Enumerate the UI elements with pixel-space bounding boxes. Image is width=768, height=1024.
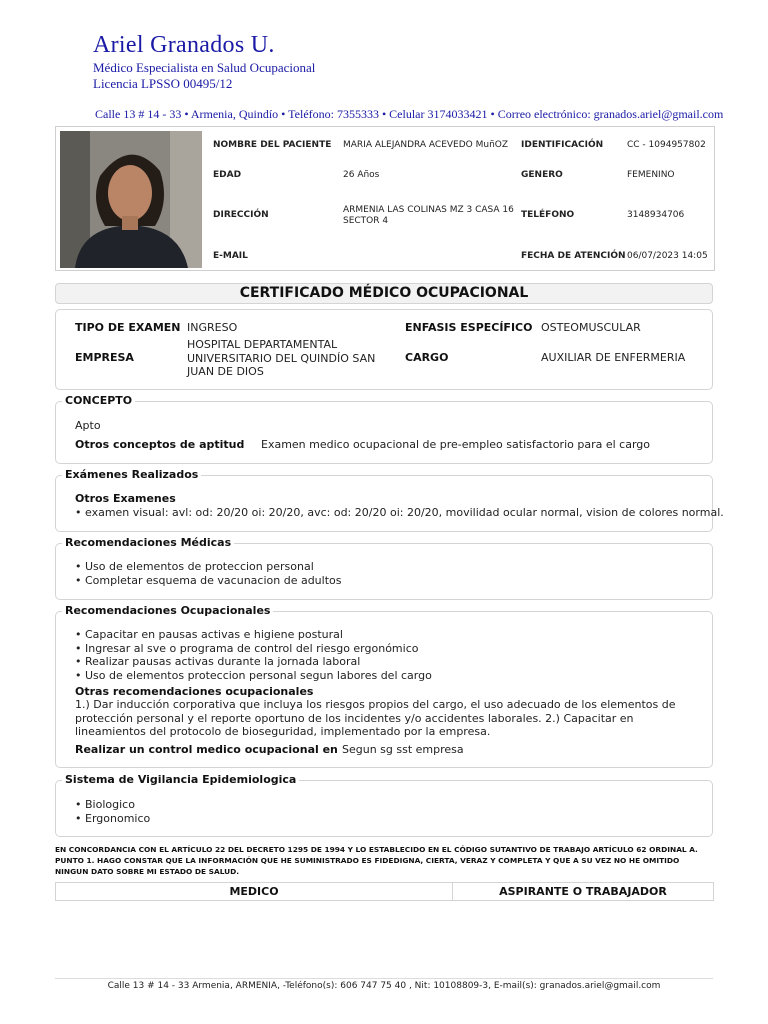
patient-address-label: DIRECCIÓN <box>213 210 269 220</box>
company-name: HOSPITAL DEPARTAMENTAL UNIVERSITARIO DEL QUINDÍO SAN JUAN DE DIOS <box>187 338 376 378</box>
doctor-license: Licencia LPSSO 00495/12 <box>93 76 233 91</box>
other-occupational-text: 1.) Dar inducción corporativa que incluya los riesgos propios del cargo, el uso adecuado de los elementos de protección personal y el reporte oportuno de los incidentes y/o accidentes laborales. 2.) Capacitar en lineamientos del protocolo de bioseguridad, implementado por la empresa. <box>75 698 676 738</box>
patient-phone: 3148934706 <box>627 210 685 220</box>
patient-id-label: IDENTIFICACIÓN <box>521 140 604 150</box>
patient-phone-label: TELÉFONO <box>521 210 575 220</box>
control-label: Realizar un control medico ocupacional en <box>75 743 338 756</box>
concept-legend: CONCEPTO <box>62 394 135 407</box>
company-label: EMPRESA <box>75 351 134 364</box>
patient-email-label: E-MAIL <box>213 251 248 261</box>
position-name: AUXILIAR DE ENFERMERIA <box>541 351 686 364</box>
exam-type: INGRESO <box>187 321 238 334</box>
control-value: Segun sg sst empresa <box>342 743 464 756</box>
patient-id: CC - 1094957802 <box>627 140 706 150</box>
letterhead <box>93 30 724 121</box>
page-footer: Calle 13 # 14 - 33 Armenia, ARMENIA, -Teléfono(s): 606 747 75 40 , Nit: 10108809-3, E-mail(s): granados.ariel@gmail.com <box>55 978 713 991</box>
patient-address: ARMENIA LAS COLINAS MZ 3 CASA 16 SECTOR 4 <box>343 205 514 226</box>
attention-date: 06/07/2023 14:05 <box>627 251 708 261</box>
worker-signature-header: ASPIRANTE O TRABAJADOR <box>452 882 714 901</box>
list-item: • Uso de elementos proteccion personal segun labores del cargo <box>75 669 432 683</box>
list-item: • Biologico <box>75 798 150 812</box>
list-item: • Realizar pausas activas durante la jornada laboral <box>75 655 432 669</box>
position-label: CARGO <box>405 351 449 364</box>
doctor-signature-header: MEDICO <box>55 882 453 901</box>
list-item: • Completar esquema de vacunacion de adultos <box>75 574 341 588</box>
occupational-recs-list <box>75 628 432 682</box>
concept-box <box>55 401 713 464</box>
patient-info-panel <box>55 126 715 271</box>
other-concepts-label: Otros conceptos de aptitud <box>75 438 245 451</box>
certificate-title: CERTIFICADO MÉDICO OCUPACIONAL <box>55 283 713 304</box>
exam-type-label: TIPO DE EXAMEN <box>75 321 181 334</box>
other-concepts: Examen medico ocupacional de pre-empleo satisfactorio para el cargo <box>261 438 650 451</box>
patient-name: MARIA ALEJANDRA ACEVEDO MuñOZ <box>343 140 509 150</box>
surveillance-list <box>75 798 150 825</box>
list-item: • Ergonomico <box>75 812 150 826</box>
list-item: • Uso de elementos de proteccion personal <box>75 560 341 574</box>
patient-gender-label: GENERO <box>521 170 563 180</box>
other-occupational-label: Otras recomendaciones ocupacionales <box>75 685 314 698</box>
list-item: • examen visual: avl: od: 20/20 oi: 20/20, avc: od: 20/20 oi: 20/20, movilidad ocular normal, vision de colores normal. <box>75 506 724 520</box>
exam-focus: OSTEOMUSCULAR <box>541 321 641 334</box>
exams-legend: Exámenes Realizados <box>62 468 201 481</box>
medical-recs-legend: Recomendaciones Médicas <box>62 536 234 549</box>
list-item: • Capacitar en pausas activas e higiene postural <box>75 628 432 642</box>
contact-line: Calle 13 # 14 - 33 • Armenia, Quindío • Teléfono: 7355333 • Celular 3174033421 • Correo electrónico: granados.ariel@gmail.com <box>95 107 724 121</box>
concept-value: Apto <box>75 419 101 432</box>
medical-recs-list <box>75 560 341 587</box>
exams-list <box>75 506 724 520</box>
doctor-name: Ariel Granados U. <box>93 32 275 58</box>
attention-date-label: FECHA DE ATENCIÓN <box>521 251 626 261</box>
surveillance-box <box>55 780 713 837</box>
exam-focus-label: ENFASIS ESPECÍFICO <box>405 321 533 334</box>
list-item: • Ingresar al sve o programa de control del riesgo ergonómico <box>75 642 432 656</box>
patient-name-label: NOMBRE DEL PACIENTE <box>213 140 332 150</box>
patient-photo-image <box>60 131 202 268</box>
patient-photo <box>60 131 202 268</box>
doctor-specialty: Médico Especialista en Salud Ocupacional <box>93 60 316 75</box>
other-exams-label: Otros Examenes <box>75 492 176 505</box>
patient-age-label: EDAD <box>213 170 242 180</box>
patient-gender: FEMENINO <box>627 170 675 180</box>
occupational-recs-legend: Recomendaciones Ocupacionales <box>62 604 273 617</box>
surveillance-legend: Sistema de Vigilancia Epidemiologica <box>62 773 299 786</box>
legal-statement: EN CONCORDANCIA CON EL ARTÍCULO 22 DEL DECRETO 1295 DE 1994 Y LO ESTABLECIDO EN EL CÓDIGO SUTANTIVO DE TRABAJO ARTÍCULO 62 ORDINAL A. PUNTO 1. HAGO CONSTAR QUE LA INFORMACIÓN QUE HE SUMINISTRADO ES FIDEDIGNA, CIERTA, VERAZ Y COMPLETA Y QUE A SU VEZ NO HE OMITIDO NINGUN DATO SOBRE MI ESTADO DE SALUD. <box>55 845 698 876</box>
patient-age: 26 Años <box>343 170 380 180</box>
